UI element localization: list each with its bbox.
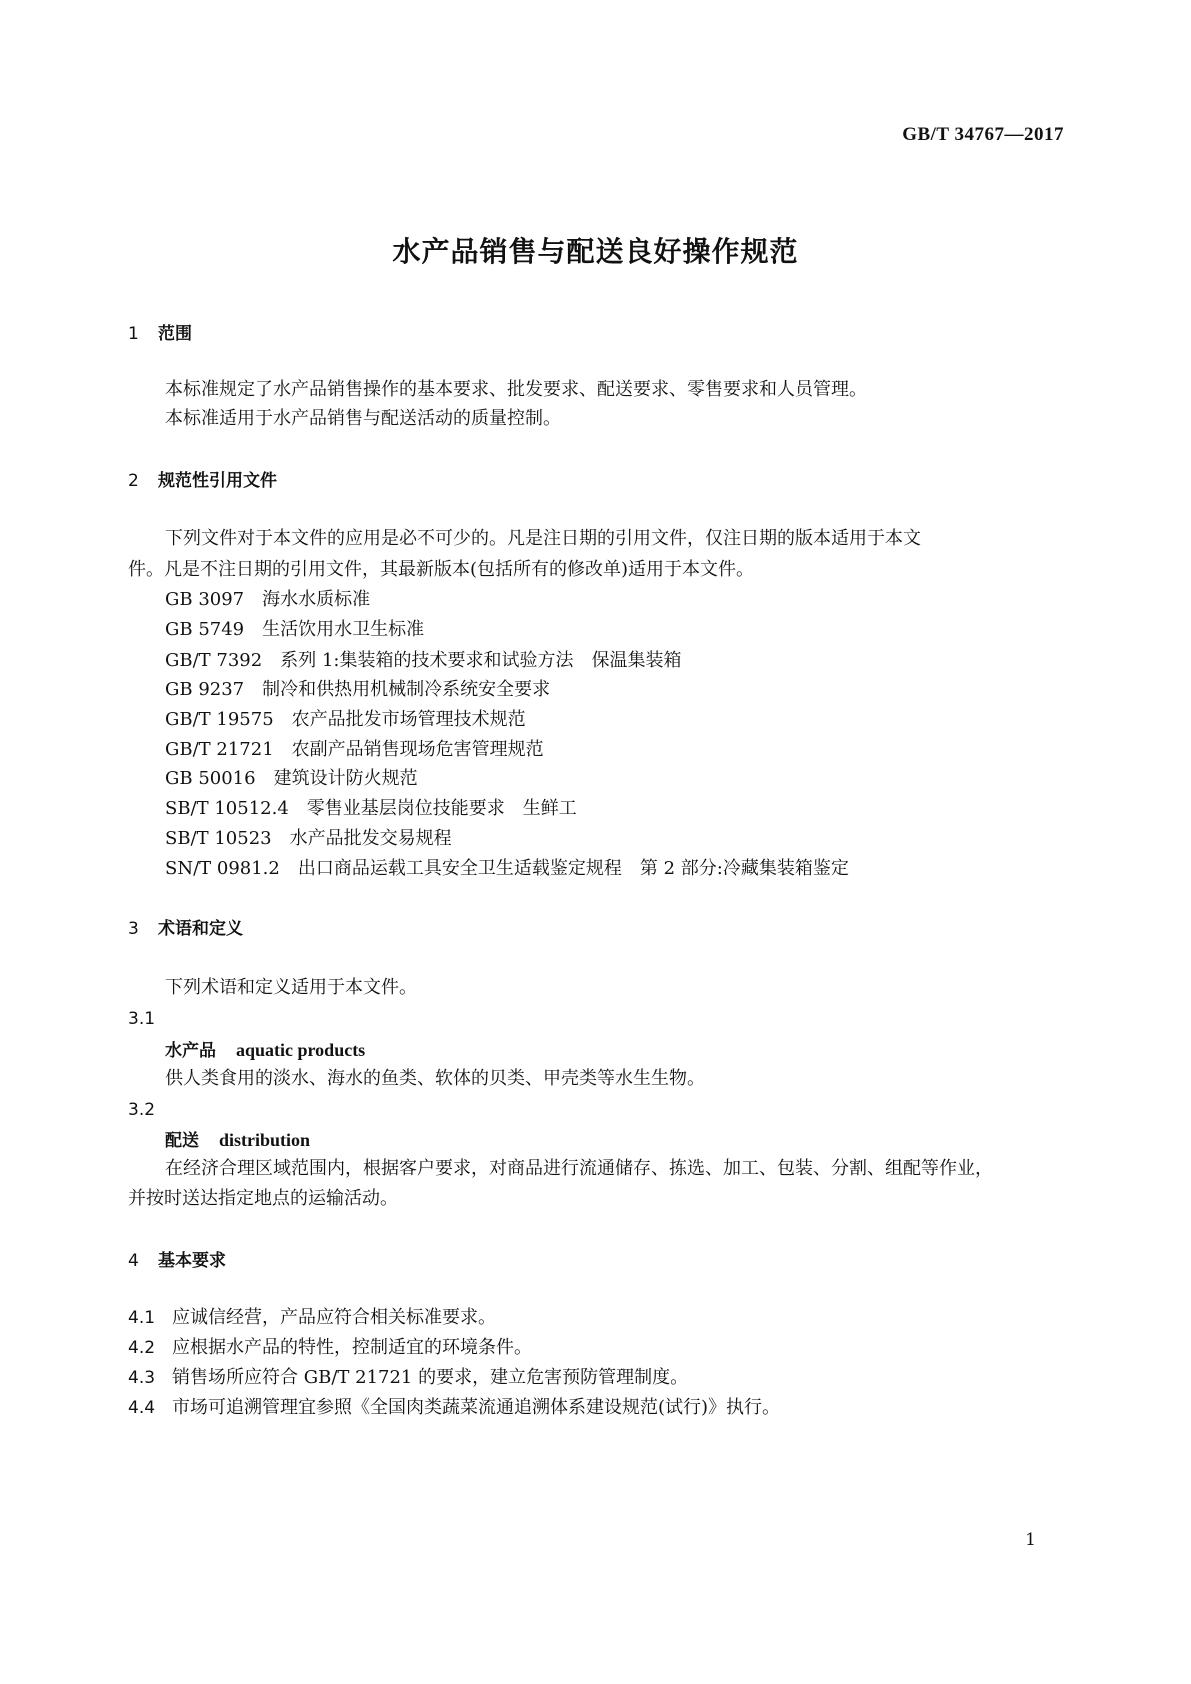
term-definition: 供人类食用的淡水、海水的鱼类、软体的贝类、甲壳类等水生生物。 <box>165 1068 705 1089</box>
section-number: 4 <box>128 1251 139 1271</box>
section-heading-references <box>128 470 277 492</box>
reference-title: 海水水质标准 <box>262 589 371 610</box>
reference-title: 制冷和供热用机械制冷系统安全要求 <box>262 679 551 700</box>
requirement-item <box>128 1307 496 1329</box>
reference-item <box>165 589 370 611</box>
term-chinese: 配送 <box>165 1131 199 1151</box>
scope-paragraph-2: 本标准适用于水产品销售与配送活动的质量控制。 <box>165 408 561 429</box>
section-title: 范围 <box>158 324 192 344</box>
term-number: 3.2 <box>128 1100 156 1120</box>
section-number: 2 <box>128 471 139 491</box>
requirement-text: 应根据水产品的特性，控制适宜的环境条件。 <box>172 1337 532 1358</box>
reference-item <box>165 798 577 820</box>
reference-code: SB/T 10512.4 <box>165 798 289 819</box>
page-number: 1 <box>1025 1530 1036 1550</box>
reference-code: GB 50016 <box>165 768 256 789</box>
requirement-number: 4.1 <box>128 1308 156 1328</box>
reference-item <box>165 768 418 790</box>
reference-code: SN/T 0981.2 <box>165 858 280 879</box>
term-english: aquatic products <box>236 1040 366 1060</box>
section-title: 基本要求 <box>158 1251 226 1271</box>
reference-item <box>165 679 550 701</box>
reference-code: GB 3097 <box>165 589 245 610</box>
reference-item <box>165 858 849 880</box>
standard-code: GB/T 34767—2017 <box>902 124 1064 145</box>
reference-code: SB/T 10523 <box>165 828 272 849</box>
term-definition: 在经济合理区域范围内，根据客户要求，对商品进行流通储存、拣选、加工、包装、分割、组配等作业， <box>165 1158 993 1179</box>
terms-intro: 下列术语和定义适用于本文件。 <box>165 977 417 998</box>
requirement-number: 4.4 <box>128 1398 156 1418</box>
section-number: 1 <box>128 324 139 344</box>
term-heading <box>165 1129 310 1152</box>
section-title: 术语和定义 <box>158 919 243 939</box>
document-title: 水产品销售与配送良好操作规范 <box>392 235 799 268</box>
reference-item <box>165 650 681 672</box>
section-heading-scope <box>128 323 192 345</box>
requirement-item <box>128 1337 532 1359</box>
reference-title: 建筑设计防火规范 <box>273 768 418 789</box>
reference-item <box>165 828 452 850</box>
section-heading-basic-requirements <box>128 1250 226 1272</box>
reference-title: 水产品批发交易规程 <box>289 828 452 849</box>
reference-title: 农副产品销售现场危害管理规范 <box>291 739 544 760</box>
requirement-text: 销售场所应符合 GB/T 21721 的要求，建立危害预防管理制度。 <box>172 1367 689 1388</box>
references-intro-line-1: 下列文件对于本文件的应用是必不可少的。凡是注日期的引用文件，仅注日期的版本适用于本文 <box>165 528 921 549</box>
reference-title: 系列 1:集装箱的技术要求和试验方法 保温集装箱 <box>280 650 682 671</box>
reference-code: GB 9237 <box>165 679 245 700</box>
reference-title: 农产品批发市场管理技术规范 <box>291 709 526 730</box>
requirement-text: 应诚信经营，产品应符合相关标准要求。 <box>172 1307 496 1328</box>
term-number: 3.1 <box>128 1009 156 1029</box>
references-intro-line-2: 件。凡是不注日期的引用文件，其最新版本(包括所有的修改单)适用于本文件。 <box>128 559 755 580</box>
section-number: 3 <box>128 919 139 939</box>
requirement-item <box>128 1367 688 1389</box>
term-definition-continued: 并按时送达指定地点的运输活动。 <box>128 1188 398 1209</box>
requirement-item <box>128 1397 780 1419</box>
term-heading <box>165 1039 365 1062</box>
term-english: distribution <box>219 1130 311 1150</box>
reference-code: GB 5749 <box>165 619 245 640</box>
reference-code: GB/T 7392 <box>165 650 263 671</box>
term-chinese: 水产品 <box>165 1041 216 1061</box>
reference-title: 出口商品运载工具安全卫生适载鉴定规程 第 2 部分:冷藏集装箱鉴定 <box>297 858 849 879</box>
section-heading-terms <box>128 918 243 940</box>
section-title: 规范性引用文件 <box>158 471 277 491</box>
reference-item <box>165 619 424 641</box>
reference-title: 零售业基层岗位技能要求 生鲜工 <box>306 798 577 819</box>
scope-paragraph-1: 本标准规定了水产品销售操作的基本要求、批发要求、配送要求、零售要求和人员管理。 <box>165 379 867 400</box>
reference-item <box>165 739 544 761</box>
requirement-number: 4.2 <box>128 1338 156 1358</box>
reference-item <box>165 709 526 731</box>
reference-title: 生活饮用水卫生标准 <box>262 619 425 640</box>
requirement-number: 4.3 <box>128 1368 156 1388</box>
reference-code: GB/T 21721 <box>165 739 274 760</box>
reference-code: GB/T 19575 <box>165 709 274 730</box>
requirement-text: 市场可追溯管理宜参照《全国肉类蔬菜流通追溯体系建设规范(试行)》执行。 <box>172 1397 781 1418</box>
